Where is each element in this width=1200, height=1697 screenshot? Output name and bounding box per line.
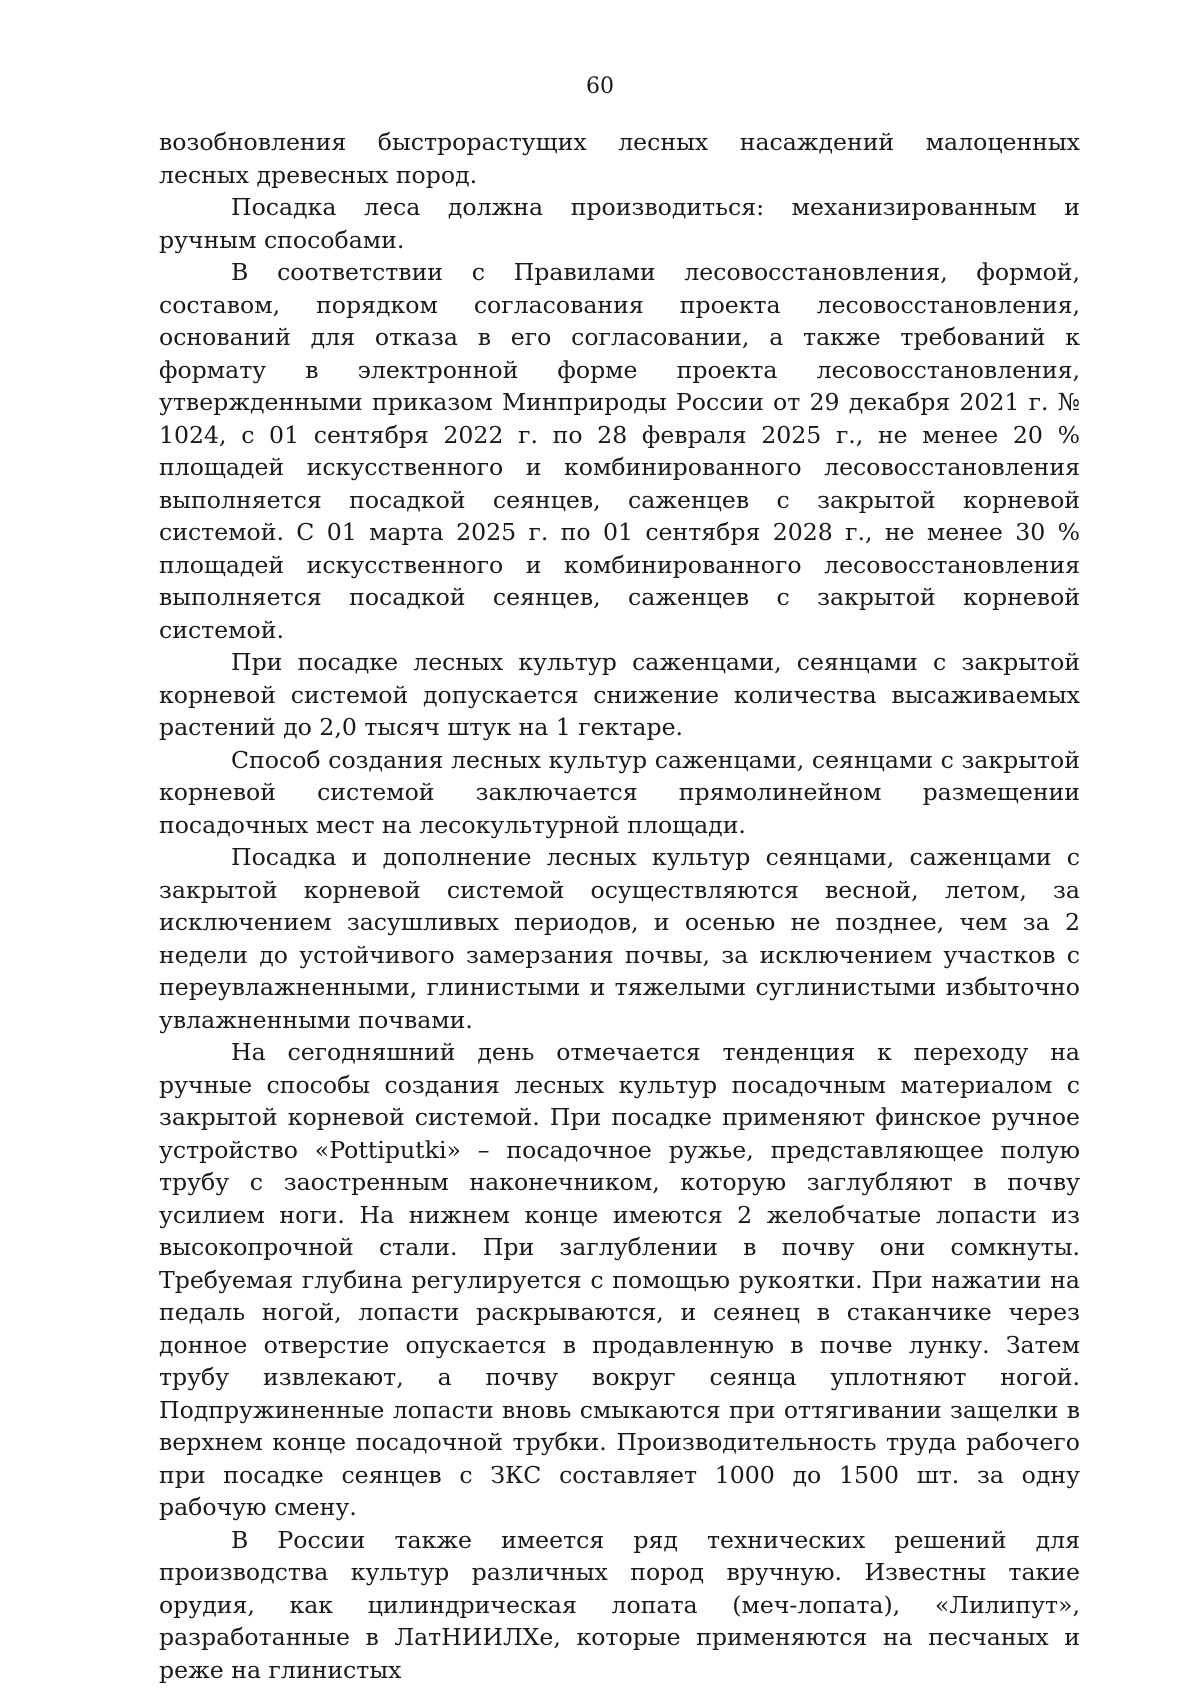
- paragraph-4: При посадке лесных культур саженцами, сеянцами с закрытой корневой системой допускается снижение количества высаживаемых растений до 2,0 тысяч штук на 1 гектаре.: [159, 648, 1080, 741]
- page-number: 60: [586, 74, 614, 99]
- document-body: [159, 126, 1080, 1686]
- paragraph-6: Посадка и дополнение лесных культур сеянцами, саженцами с закрытой корневой системой осуществляются весной, летом, за исключением засушливых периодов, и осенью не позднее, чем за 2 недели до устойчивого замерзания почвы, за исключением участков с переувлажненными, глинистыми и тяжелыми суглинистыми избыточно увлажненными почвами.: [159, 843, 1080, 1034]
- paragraph-3: В соответствии с Правилами лесовосстановления, формой, составом, порядком согласования проекта лесовосстановления, оснований для отказа в его согласовании, а также требований к формату в электронной форме проекта лесовосстановления, утвержденными приказом Минприроды России от 29 декабря 2021 г. № 1024, с 01 сентября 2022 г. по 28 февраля 2025 г., не менее 20 % площадей искусственного и комбинированного лесовосстановления выполняется посадкой сеянцев, саженцев с закрытой корневой системой. С 01 марта 2025 г. по 01 сентября 2028 г., не менее 30 % площадей искусственного и комбинированного лесовосстановления выполняется посадкой сеянцев, саженцев с закрытой корневой системой.: [159, 258, 1080, 644]
- paragraph-1: возобновления быстрорастущих лесных насаждений малоценных лесных древесных пород.: [159, 128, 1080, 189]
- paragraph-2: Посадка леса должна производиться: механизированным и ручным способами.: [159, 193, 1080, 254]
- paragraph-5: Способ создания лесных культур саженцами, сеянцами с закрытой корневой системой заключается прямолинейном размещении посадочных мест на лесокультурной площади.: [159, 745, 1080, 839]
- paragraph-7: На сегодняшний день отмечается тенденция к переходу на ручные способы создания лесных культур посадочным материалом с закрытой корневой системой. При посадке применяют финское ручное устройство «Pottiputki» – посадочное ружье, представляющее полую трубу с заостренным наконечником, которую заглубляют в почву усилием ноги. На нижнем конце имеются 2 желобчатые лопасти из высокопрочной стали. При заглублении в почву они сомкнуты. Требуемая глубина регулируется с помощью рукоятки. При нажатии на педаль ногой, лопасти раскрываются, и сеянец в стаканчике через донное отверстие опускается в продавленную в почве лунку. Затем трубу извлекают, а почву вокруг сеянца уплотняют ногой. Подпружиненные лопасти вновь смыкаются при оттягивании защелки в верхнем конце посадочной трубки. Производительность труда рабочего при посадке сеянцев с ЗКС составляет 1000 до 1500 шт. за одну рабочую смену.: [159, 1038, 1080, 1521]
- paragraph-8: В России также имеется ряд технических решений для производства культур различных пород вручную. Известны такие орудия, как цилиндрическая лопата (меч-лопата), «Лилипут», разработанные в ЛатНИИЛХе, которые применяются на песчаных и реже на глинистых: [159, 1525, 1080, 1684]
